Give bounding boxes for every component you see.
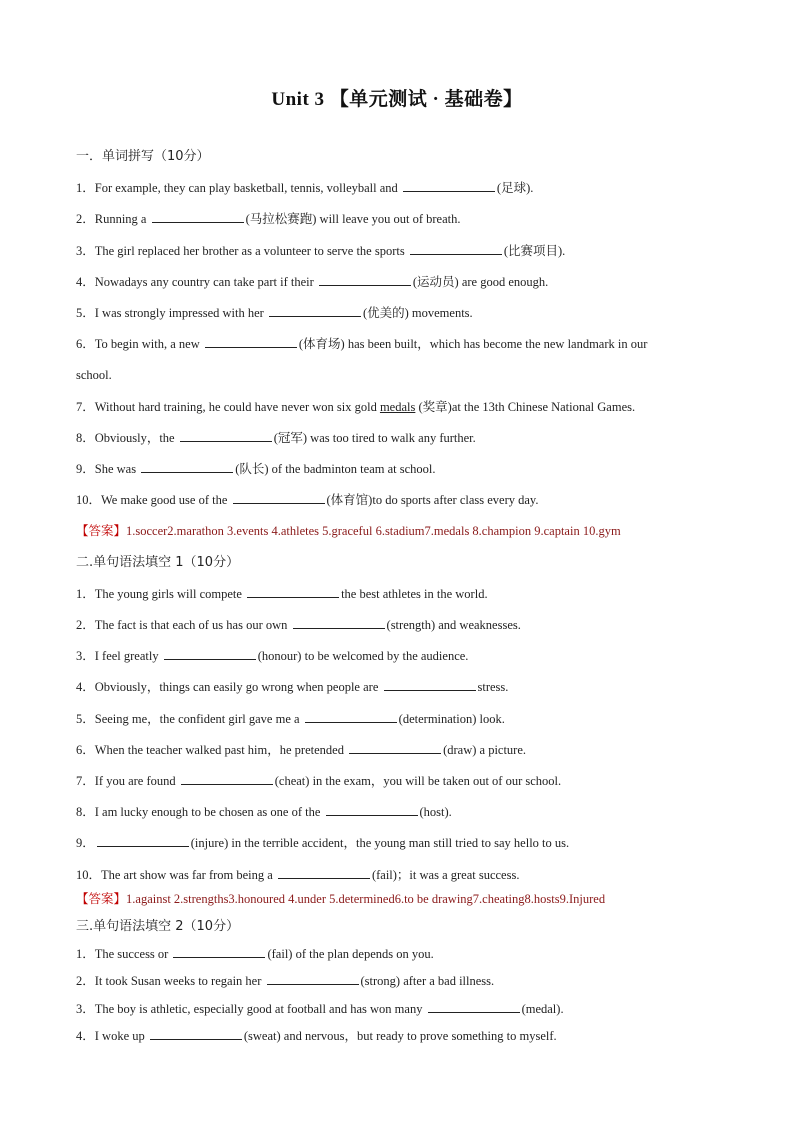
question-text: 7．Without hard training, he could have never won six gold (76, 400, 380, 414)
question-line (76, 772, 726, 790)
question-text: 4．Nowadays any country can take part if their (76, 275, 317, 289)
question-hint: (draw) a picture. (443, 743, 527, 757)
answer-blank[interactable] (319, 273, 411, 286)
section-heading: 三.单句语法填空 2（10分） (76, 919, 240, 934)
answer-blank[interactable] (269, 304, 361, 317)
question-text: 6．When the teacher walked past him，he pretended (76, 743, 348, 757)
question-line (76, 803, 726, 821)
question-line (76, 585, 726, 603)
answer-text: 1.against 2.strengths3.honoured 4.under 5.determined6.to be drawing7.cheating8.hosts9.Injured (126, 892, 606, 906)
question-hint: (determination) look. (398, 712, 505, 726)
question-continuation: school. (76, 368, 112, 382)
question-hint: (cheat) in the exam，you will be taken out of our school. (274, 774, 562, 788)
answer-blank[interactable] (403, 179, 495, 192)
answer-key (76, 522, 726, 540)
question-hint: (冠军) was too tired to walk any further. (273, 431, 476, 445)
question-hint: (fail) of the plan depends on you. (267, 947, 434, 961)
question-line (76, 710, 726, 728)
question-line (76, 741, 726, 759)
answer-blank[interactable] (428, 1000, 520, 1013)
answer-blank[interactable] (267, 972, 359, 985)
question-text: 4．I woke up (76, 1029, 148, 1043)
question-line (76, 335, 726, 353)
question-hint: (honour) to be welcomed by the audience. (257, 649, 469, 663)
answer-blank[interactable] (349, 741, 441, 754)
question-hint: (比赛项目). (503, 244, 566, 258)
question-line (76, 304, 726, 322)
question-hint: (优美的) movements. (362, 306, 473, 320)
answer-tag: 【答案】 (76, 524, 127, 538)
answer-blank[interactable] (180, 429, 272, 442)
question-hint: (运动员) are good enough. (412, 275, 549, 289)
answer-key (76, 890, 726, 908)
answer-tag: 【答案】 (76, 892, 127, 906)
answer-blank[interactable] (150, 1027, 242, 1040)
question-text: 10．The art show was far from being a (76, 868, 276, 882)
question-text: 3．The girl replaced her brother as a volunteer to serve the sports (76, 244, 408, 258)
question-line (76, 678, 726, 696)
question-hint: (奖章)at the 13th Chinese National Games. (415, 400, 636, 414)
question-line (76, 398, 726, 416)
question-text: 10．We make good use of the (76, 493, 231, 507)
answer-blank[interactable] (97, 834, 189, 847)
question-text: 6．To begin with, a new (76, 337, 203, 351)
question-line (76, 647, 726, 665)
question-text: 1．For example, they can play basketball, tennis, volleyball and (76, 181, 401, 195)
answer-blank[interactable] (152, 210, 244, 223)
question-text: 9．She was (76, 462, 140, 476)
answer-blank[interactable] (173, 945, 265, 958)
question-hint: (host). (419, 805, 452, 819)
question-hint: (足球). (496, 181, 534, 195)
section-heading: 一．单词拼写（10分） (76, 149, 210, 164)
question-hint: (马拉松赛跑) will leave you out of breath. (245, 212, 461, 226)
answer-blank[interactable] (181, 772, 273, 785)
answer-blank[interactable] (205, 335, 297, 348)
answer-blank[interactable] (233, 491, 325, 504)
answer-text: 1.soccer2.marathon 3.events 4.athletes 5.graceful 6.stadium7.medals 8.champion 9.captain 10.gym (126, 524, 621, 538)
question-line (76, 242, 726, 260)
question-text: 9． (76, 836, 95, 850)
question-line (76, 972, 726, 990)
question-text: 5．Seeing me，the confident girl gave me a (76, 712, 303, 726)
question-text: 2．The fact is that each of us has our own (76, 618, 291, 632)
page-title: Unit 3 【单元测试 · 基础卷】 (271, 89, 523, 110)
question-line (76, 616, 726, 634)
question-text: 8．I am lucky enough to be chosen as one of the (76, 805, 324, 819)
question-text: 3．The boy is athletic, especially good at football and has won many (76, 1002, 426, 1016)
question-line (76, 429, 726, 447)
question-text: 3．I feel greatly (76, 649, 162, 663)
question-line (76, 1000, 726, 1018)
answer-blank[interactable] (293, 616, 385, 629)
answer-blank[interactable] (141, 460, 233, 473)
question-hint: (medal). (521, 1002, 564, 1016)
question-hint: the best athletes in the world. (341, 587, 488, 601)
question-hint: (队长) of the badminton team at school. (235, 462, 436, 476)
question-line (76, 460, 726, 478)
question-hint: (strong) after a bad illness. (360, 974, 495, 988)
question-hint: (sweat) and nervous，but ready to prove something to myself. (243, 1029, 557, 1043)
question-hint: (strength) and weaknesses. (386, 618, 521, 632)
question-line (76, 1027, 726, 1045)
answer-blank[interactable] (164, 647, 256, 660)
answer-blank[interactable] (247, 585, 339, 598)
answer-blank[interactable] (384, 678, 476, 691)
question-text: 1．The success or (76, 947, 172, 961)
question-hint: stress. (477, 680, 509, 694)
answer-blank[interactable] (305, 710, 397, 723)
question-text: 2．Running a (76, 212, 150, 226)
question-line (76, 866, 726, 884)
question-line (76, 834, 726, 852)
question-text: 1．The young girls will compete (76, 587, 246, 601)
question-line (76, 179, 726, 197)
question-line (76, 210, 726, 228)
question-line (76, 273, 726, 291)
question-hint: (体育场) has been built，which has become the new landmark in our (298, 337, 648, 351)
question-line (76, 491, 726, 509)
question-line (76, 945, 726, 963)
answer-blank[interactable] (326, 803, 418, 816)
question-text: 7．If you are found (76, 774, 179, 788)
question-hint: (injure) in the terrible accident，the young man still tried to say hello to us. (190, 836, 570, 850)
question-text: 4．Obviously，things can easily go wrong when people are (76, 680, 382, 694)
question-text: 8．Obviously，the (76, 431, 178, 445)
question-hint: (fail)；it was a great success. (371, 868, 520, 882)
question-text: 5．I was strongly impressed with her (76, 306, 267, 320)
underlined-word: medals (379, 400, 416, 414)
section-heading: 二.单句语法填空 1（10分） (76, 555, 240, 570)
answer-blank[interactable] (278, 866, 370, 879)
question-text: 2．It took Susan weeks to regain her (76, 974, 265, 988)
question-hint: (体育馆)to do sports after class every day. (326, 493, 539, 507)
answer-blank[interactable] (410, 242, 502, 255)
